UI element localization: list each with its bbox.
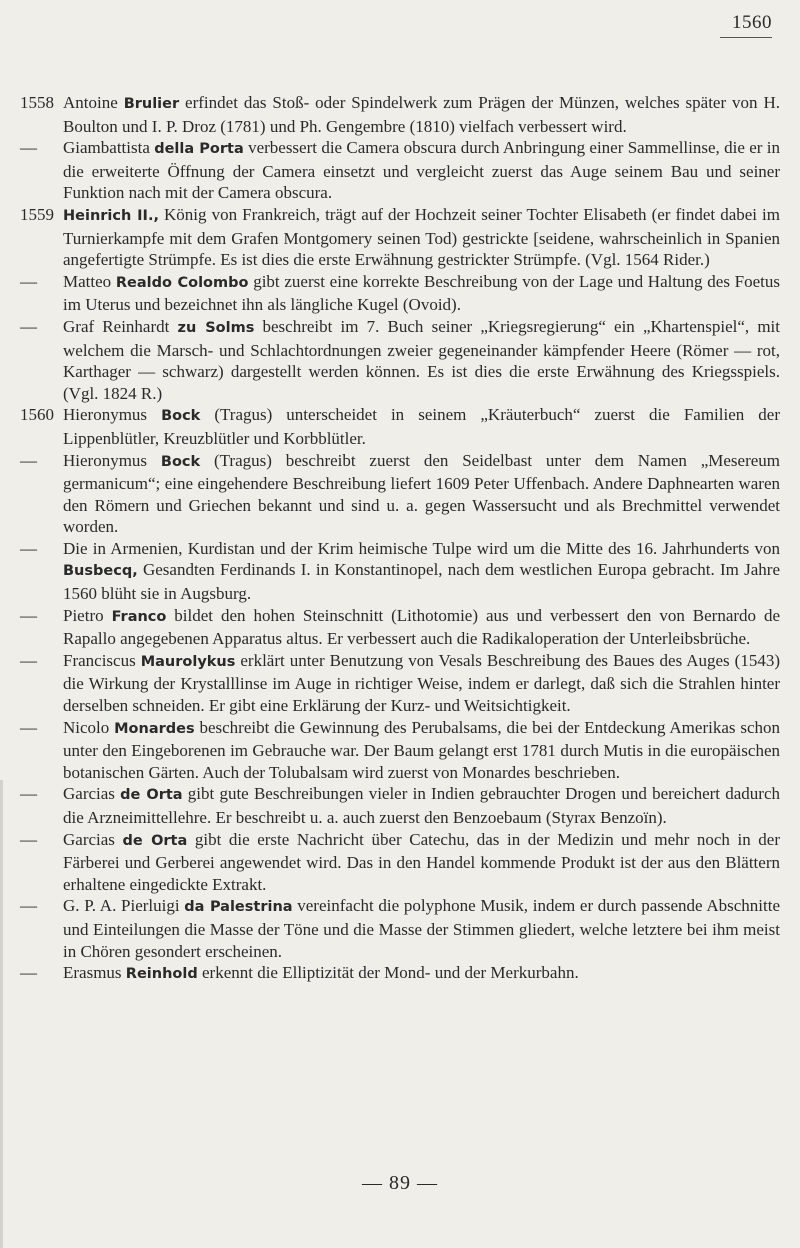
entry-text-after-name: bildet den hohen Steinschnitt (Lithotomie) aus und verbessert den von Bernardo de Rapallo angegebenen Apparatus altus. Er verbessert auch die Radikaloperation der Unterleibsbrüche. (63, 605, 781, 649)
entry-text-after-name: beschreibt die Gewinnung des Perubalsams, die bei der Entdeckung Amerikas schon unter den Eingeborenen im Gebrauche war. Der Baum gelangt erst 1781 durch Mutis in die europäischen botanischen Gärten. Auch der Tolubalsam wird zuerst von Monardes beschrieben. (63, 717, 780, 782)
entry-text-before-name: Hieronymus (63, 405, 162, 425)
entry-text-after-name: erfindet das Stoß- oder Spindelwerk zum Prägen der Münzen, welches später von H. Boulton und I. P. Droz (1781) und Ph. Gengembre (1810) vielfach verbessert wird. (63, 93, 780, 136)
chronology-entry (20, 650, 780, 717)
entry-text-before-name: Antoine (63, 93, 124, 112)
entry-person-name: Maurolykus (140, 653, 236, 670)
chronology-entry (20, 605, 780, 650)
entry-year: — (20, 271, 37, 291)
entry-text-after-name: erklärt unter Benutzung von Vesals Beschreibung des Baues des Auges (1543) die Wirkung der Krystalllinse im Auge in richtiger Weise, indem er darlegt, daß sich die Strahlen hinter derselben schneiden. Er gibt eine Erklärung der Kurz- und Weitsichtigkeit. (63, 650, 780, 716)
entry-year: — (20, 784, 37, 804)
entry-text-before-name: G. P. A. Pierluigi (63, 896, 185, 916)
entry-text-before-name: Garcias (63, 829, 123, 849)
entry-text-before-name: Graf Reinhardt (63, 316, 178, 336)
entry-person-name: Bock (161, 408, 201, 425)
entry-text-after-name: (Tragus) beschreibt zuerst den Seidelbast unter dem Namen „Mesereum germanicum“; eine eingehendere Beschreibung liefert 1609 Peter Uffenbach. Andere Daphnearten waren den Römern und Griechen bekannt und sind u. a. gegen Wassersucht und als Brechmittel verwendet worden. (63, 450, 781, 537)
entry-text-after-name: beschreibt im 7. Buch seiner „Kriegsregierung“ ein „Khartenspiel“, mit welchem die Marsch- und Schlachtordnungen zweier gegeneinander kämpfender Heere (Römer — rot, Karthager — schwarz) dargestellt werden können. Es ist dies die erste Erwähnung des Kriegsspiels. (Vgl. 1824 R.) (63, 316, 780, 403)
entry-text-before-name: Hieronymus (63, 450, 161, 470)
entry-person-name: Reinhold (125, 966, 198, 983)
scan-edge (0, 780, 3, 1248)
chronology-entry (20, 92, 780, 137)
entry-person-name: zu Solms (177, 319, 255, 336)
chronology-entry (20, 962, 780, 986)
entry-list (20, 92, 780, 986)
entry-person-name: da Palestrina (184, 899, 293, 916)
entry-text-after-name: gibt gute Beschreibungen vieler in Indien gebrauchter Drogen und bereichert dadurch die Arzneimittellehre. Er beschreibt u. a. auch zuerst den Benzoebaum (Styrax Benzoïn). (63, 784, 780, 827)
chronology-entry (20, 895, 780, 962)
entry-person-name: Realdo Colombo (115, 274, 249, 291)
chronology-entry (20, 450, 780, 538)
entry-year: 1559 (20, 204, 54, 224)
entry-text-after-name: Gesandten Ferdinands I. in Konstantinopel, nach dem westlichen Europa gebracht. Im Jahre 1560 blüht sie in Augsburg. (63, 560, 780, 604)
header-rule (720, 37, 772, 38)
entry-year: — (20, 605, 37, 625)
chronology-entry (20, 717, 780, 784)
entry-text-before-name: Franciscus (63, 650, 141, 670)
chronology-entry (20, 783, 780, 828)
entry-text-after-name: verbessert die Camera obscura durch Anbringung einer Sammellinse, die er in die erweiterte Öffnung der Camera einsetzt und vergleicht zuerst das Auge seinem Bau und seiner Funktion nach mit der Camera obscura. (63, 138, 780, 203)
entry-year: — (20, 717, 37, 737)
chronology-entry (20, 271, 780, 316)
entry-person-name: Monardes (114, 720, 195, 737)
entry-year: — (20, 963, 37, 983)
chronology-entry (20, 404, 780, 449)
chronology-entry (20, 829, 780, 896)
chronology-entry (20, 538, 780, 605)
entry-person-name: Brulier (123, 96, 180, 112)
entry-year: — (20, 138, 37, 158)
entry-text-before-name: Matteo (63, 271, 116, 291)
entry-text-after-name: vereinfacht die polyphone Musik, indem er durch passende Abschnitte und Einteilungen die Masse der Töne und die Masse der Stimmen gliedert, welche letztere bei ihm meist in Chören gesondert erscheinen. (63, 896, 780, 961)
chronology-entry (20, 204, 780, 271)
entry-year: — (20, 450, 37, 470)
entry-year: — (20, 538, 37, 558)
entry-text-after-name: gibt zuerst eine korrekte Beschreibung von der Lage und Haltung des Foetus im Uterus und bezeichnet ihn als längliche Kugel (Ovoid). (63, 271, 780, 315)
chronology-entry (20, 137, 780, 204)
entry-year: — (20, 829, 37, 849)
entry-year: 1560 (20, 405, 54, 425)
entry-person-name: de Orta (122, 832, 188, 849)
entry-text-before-name: Die in Armenien, Kurdistan und der Krim heimische Tulpe wird um die Mitte des 16. Jahrhunderts von (63, 538, 780, 558)
entry-person-name: de Orta (120, 787, 183, 804)
entry-year: — (20, 896, 37, 916)
chronology-entry (20, 316, 780, 404)
entry-text-after-name: König von Frankreich, trägt auf der Hochzeit seiner Tochter Elisabeth (er findet dabei im Turnierkampfe mit dem Grafen Montgomery seinen Tod) gestrickte [seidene, wahrscheinlich in Spanien angefertigte Strümpfe. Es ist dies die erste Erwähnung gestrickter Strümpfe. (Vgl. 1564 Rider.) (63, 204, 781, 270)
entry-text-before-name: Garcias (63, 784, 121, 804)
entry-text-after-name: (Tragus) unterscheidet in seinem „Kräuterbuch“ zuerst die Familien der Lippenblütler, Kreuzblütler und Korbblütler. (63, 405, 781, 448)
entry-person-name: Busbecq, (63, 563, 138, 580)
entry-person-name: Franco (111, 608, 167, 625)
entry-text-before-name: Erasmus (63, 963, 126, 983)
entry-person-name: Bock (160, 453, 201, 470)
entry-text-before-name: Giambattista (63, 138, 155, 158)
entry-person-name: della Porta (154, 141, 244, 158)
entry-text-after-name: erkennt die Elliptizität der Mond- und der Merkurbahn. (197, 963, 579, 983)
page-number: — 89 — (362, 1172, 438, 1194)
entry-year: — (20, 650, 37, 670)
entry-text-before-name: Nicolo (63, 717, 115, 737)
entry-text-before-name: Pietro (63, 605, 112, 625)
entry-year: — (20, 316, 37, 336)
entry-year: 1558 (20, 93, 54, 112)
entry-text-after-name: gibt die erste Nachricht über Catechu, das in der Medizin und mehr noch in der Färberei und Gerberei angewendet wird. Das in den Handel kommende Produkt ist der aus den Blättern erhaltene eingedickte Extrakt. (63, 829, 780, 894)
header-year: 1560 (732, 12, 772, 33)
entry-person-name: Heinrich II., (63, 207, 159, 224)
